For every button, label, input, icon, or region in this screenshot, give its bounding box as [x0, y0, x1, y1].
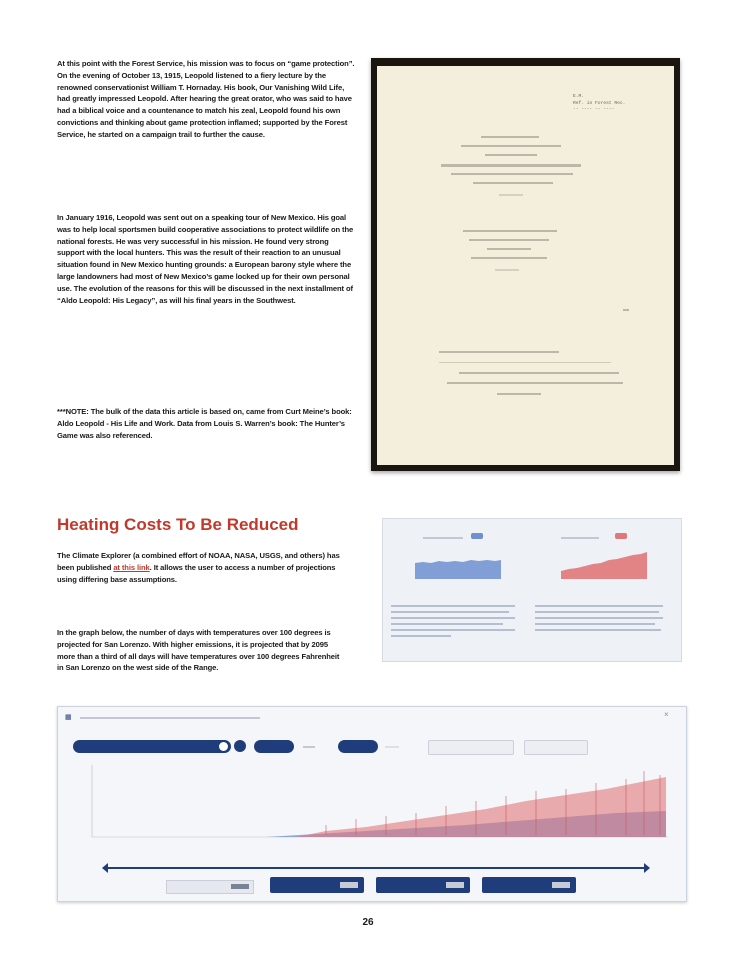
lower-emissions-thumbnail	[413, 553, 503, 583]
article-note: ***NOTE: The bulk of the data this article is based on, came from Curt Meine’s book: Aldo Leopold - His Life and Work. Data from Louis S. Warren’s book: The Hunter’s Game was also referenced.	[57, 407, 352, 440]
climate-explorer-preview	[382, 518, 682, 662]
toggle-knob	[219, 742, 228, 751]
article-paragraph-2: In January 1916, Leopold was sent out on a speaking tour of New Mexico. His goal was to help local sportsmen build cooperative associations to protect wildlife on the national forests. He was very successful in his mission. He found very strong support with the local hunters. This was the result of their reaction to an unusual situation found in New Mexico hunting grounds: a European barony style where the large landowners had most of New Mexico’s game locked up for their own personal use. The evolution of the reasons for this will be discussed in the next installment of “Aldo Leopold: His Legacy”, as will his final years in the Southwest.	[57, 213, 354, 305]
climate-graph-widget	[57, 706, 687, 902]
info-icon[interactable]	[234, 740, 246, 752]
heating-paragraph-2: In the graph below, the number of days with temperatures over 100 degrees is projected for San Lorenzo. With higher emissions, it is projected that by 2095 more than a third of all days will have temperatures over 100 degrees Fahrenheit in San Lorenzo on the west side of the Range.	[57, 628, 340, 673]
slider-left-handle[interactable]	[102, 863, 108, 873]
slider-right-handle[interactable]	[644, 863, 650, 873]
historic-letter-photo	[371, 58, 680, 471]
time-range-slider[interactable]	[106, 867, 646, 869]
section-heading: Heating Costs To Be Reduced	[57, 515, 299, 534]
climate-explorer-link[interactable]: at this link	[113, 562, 150, 572]
heating-paragraph-1-text-end: . It allows the user to access a number of projections using differing base assumptions.	[57, 562, 336, 584]
close-icon[interactable]: ×	[664, 710, 669, 719]
download-button[interactable]	[524, 740, 588, 755]
location-selector[interactable]	[73, 740, 231, 753]
article-paragraph-1: At this point with the Forest Service, his mission was to focus on “game protection”. On the evening of October 13, 1915, Leopold listened to a fiery lecture by the renowned conservationist William T. Hornaday. His book, Our Vanishing Wild Life, had greatly impressed Leopold. After hearing the great orator, who was said to have had a biblical voice and a countenance to match his zeal, Leopold found his own convictions and thinking about game protection inflamed; supported by the Forest Service, he started on a campaign trail to further the cause.	[57, 59, 355, 139]
observed-legend-button[interactable]	[166, 880, 254, 894]
lower-emissions-toggle[interactable]	[254, 740, 294, 753]
page-number: 26	[362, 917, 374, 928]
heating-paragraph-1	[57, 550, 347, 585]
higher-emissions-legend-button[interactable]	[482, 877, 576, 893]
lower-emissions-chip	[471, 533, 483, 539]
higher-emissions-toggle[interactable]	[338, 740, 378, 753]
historical-legend-button[interactable]	[270, 877, 364, 893]
days-over-100-chart	[66, 761, 678, 847]
higher-emissions-thumbnail	[559, 547, 649, 583]
chart-view-dropdown[interactable]	[428, 740, 514, 755]
heating-paragraph-1-text: The Climate Explorer (a combined effort of NOAA, NASA, USGS, and others) has been published	[57, 551, 340, 572]
typed-document-image: E.M. Ref. in Forest Rec. -- ---- -- ----	[377, 66, 674, 465]
chart-icon: ▦	[65, 714, 72, 721]
higher-emissions-chip	[615, 533, 627, 539]
lower-emissions-legend-button[interactable]	[376, 877, 470, 893]
